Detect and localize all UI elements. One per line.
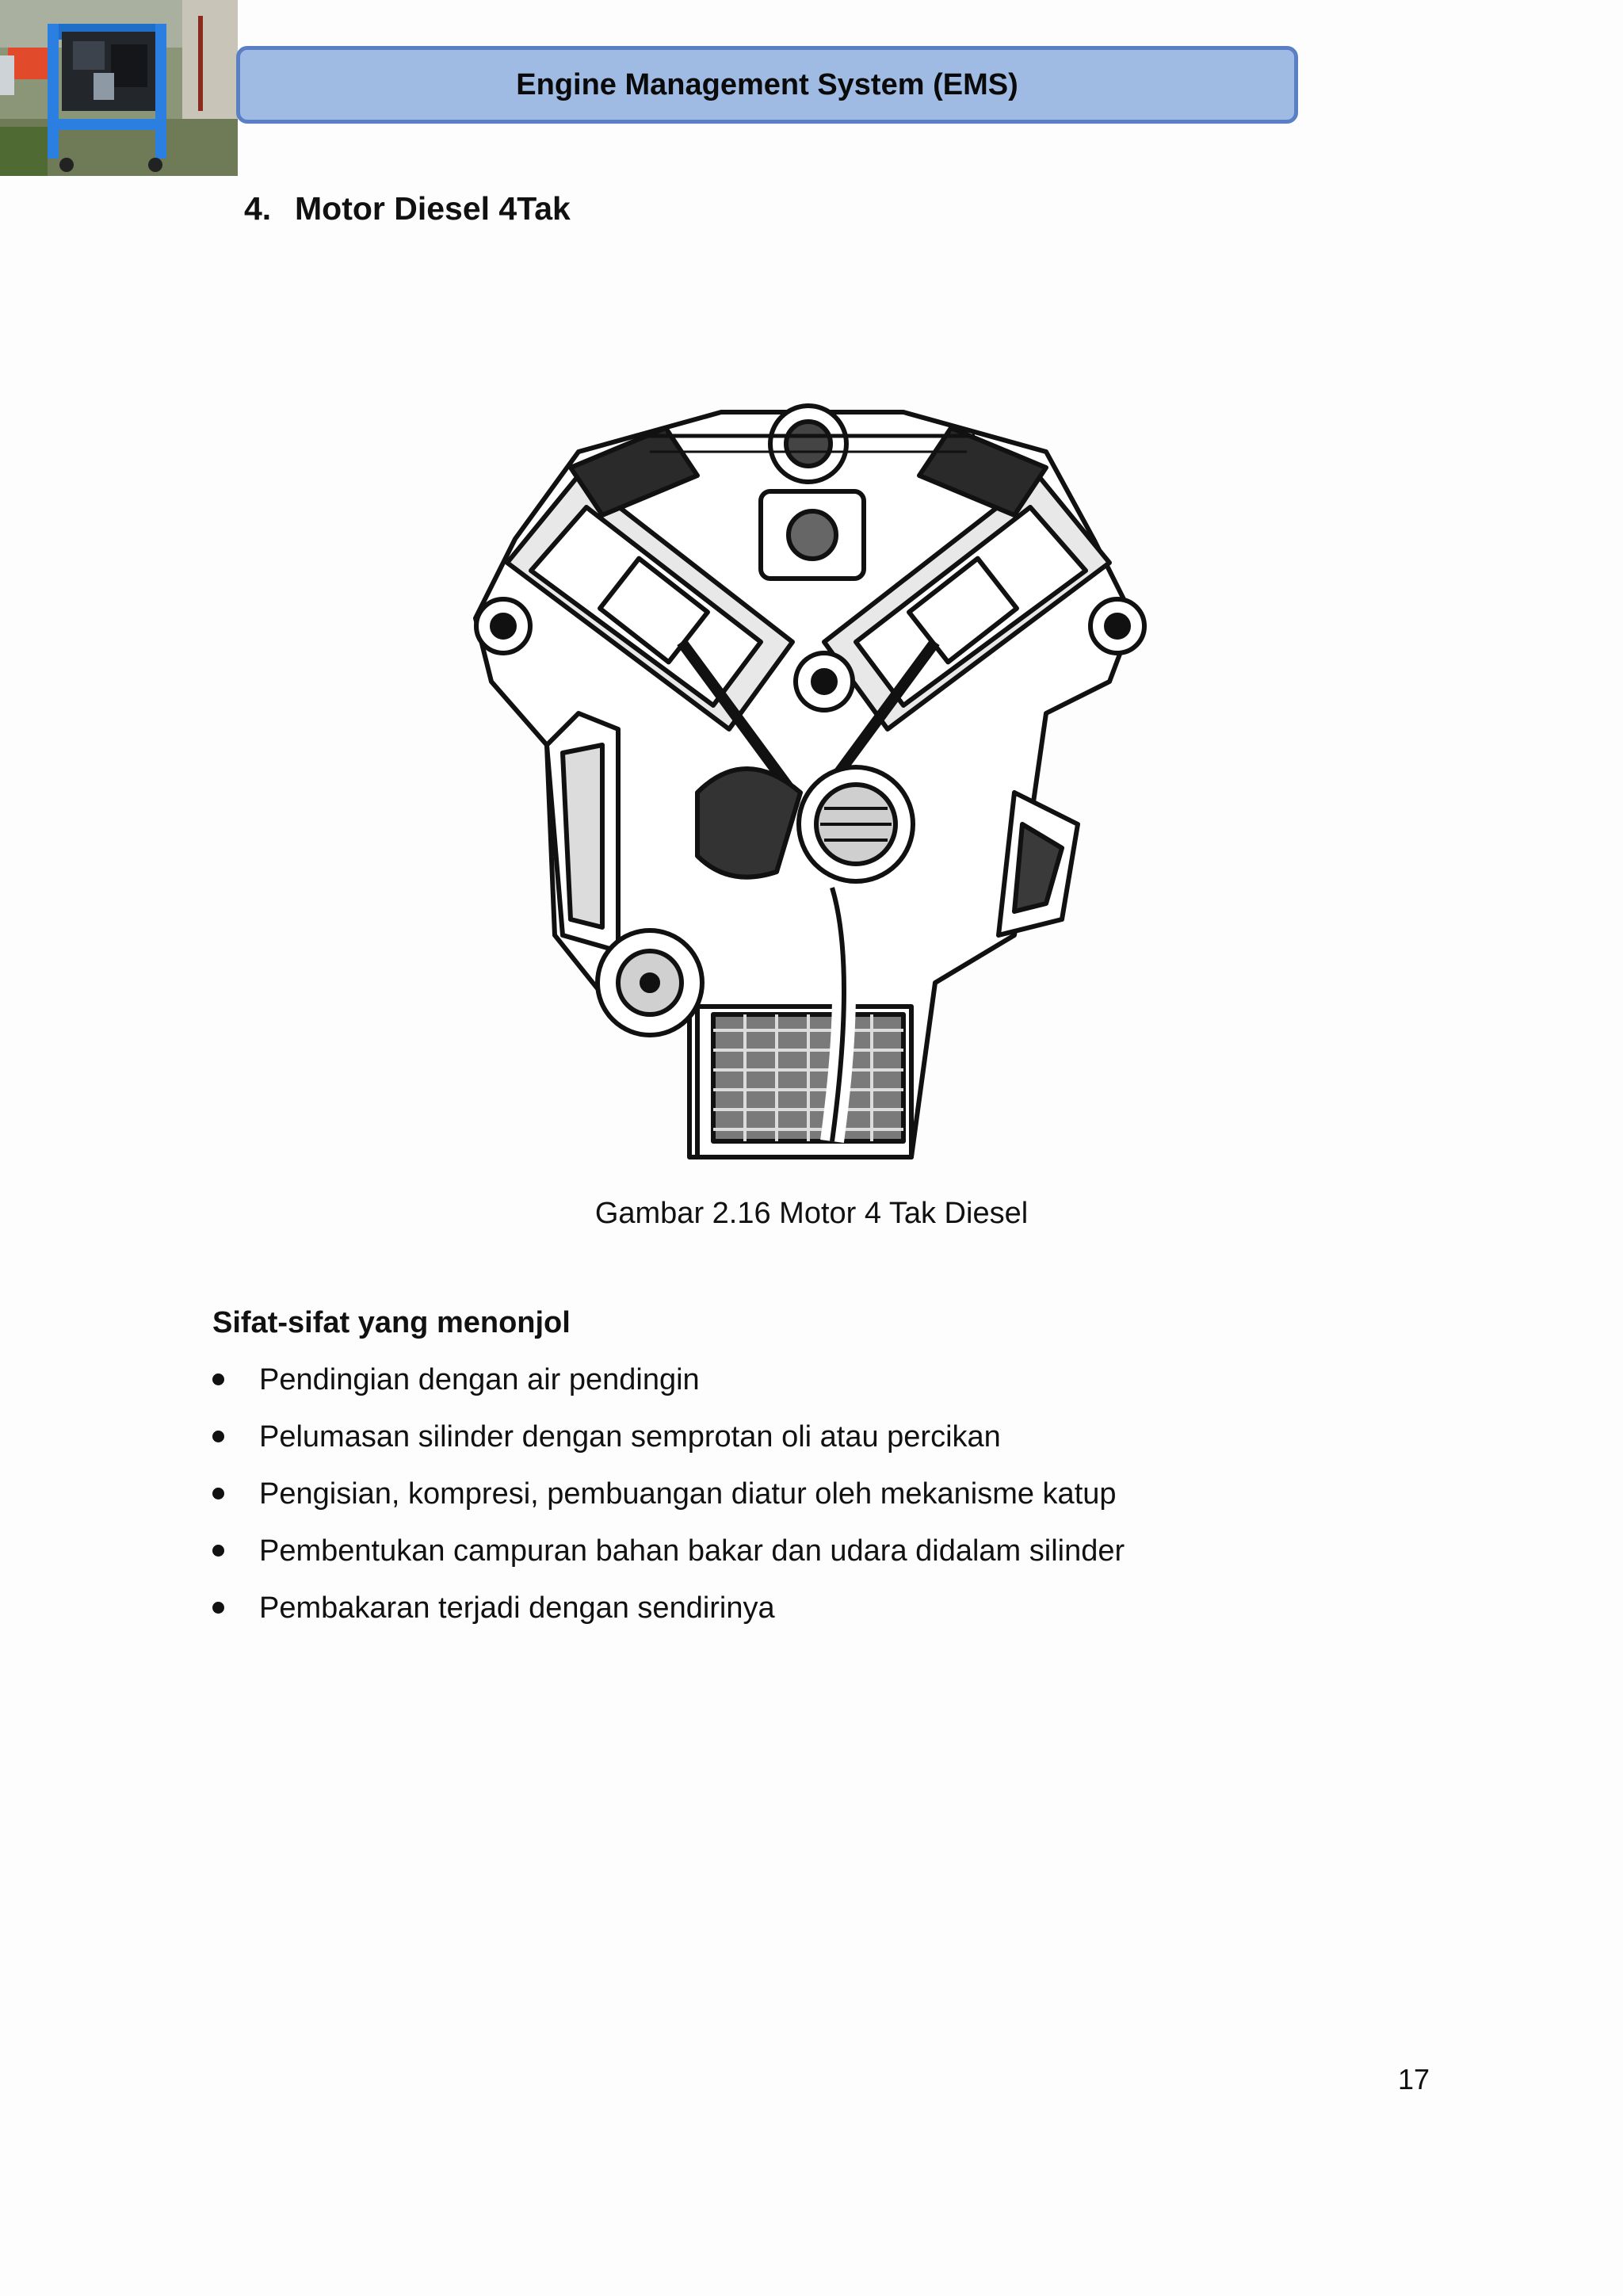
bullet-icon	[212, 1373, 224, 1385]
list-item-text: Pendingian dengan air pendingin	[259, 1363, 700, 1396]
header-banner	[236, 46, 1298, 124]
features-heading: Sifat-sifat yang menonjol	[212, 1306, 571, 1339]
header-title: Engine Management System (EMS)	[516, 67, 1018, 101]
list-item-text: Pelumasan silinder dengan semprotan oli atau percikan	[259, 1420, 1001, 1454]
engine-cross-section-drawing	[460, 380, 1157, 1173]
bullet-icon	[212, 1545, 224, 1557]
list-item	[212, 1362, 1125, 1419]
figure-caption: Gambar 2.16 Motor 4 Tak Diesel	[594, 1197, 1029, 1230]
list-item-text: Pengisian, kompresi, pembuangan diatur oleh mekanisme katup	[259, 1477, 1117, 1511]
list-item	[212, 1476, 1125, 1533]
list-item	[212, 1419, 1125, 1476]
list-item	[212, 1533, 1125, 1590]
list-item	[212, 1590, 1125, 1647]
bullet-icon	[212, 1488, 224, 1499]
list-item-text: Pembentukan campuran bahan bakar dan udara didalam silinder	[259, 1534, 1125, 1568]
engine-trainer-photo-drawing	[0, 0, 238, 176]
diesel-engine-illustration	[460, 380, 1157, 1173]
bullet-icon	[212, 1602, 224, 1614]
section-heading	[244, 190, 571, 227]
features-list	[212, 1362, 1125, 1647]
page-number: 17	[1397, 2063, 1430, 2095]
section-title: Motor Diesel 4Tak	[295, 190, 571, 227]
list-item-text: Pembakaran terjadi dengan sendirinya	[259, 1591, 775, 1625]
bullet-icon	[212, 1431, 224, 1442]
section-number: 4.	[244, 190, 272, 227]
engine-trainer-photo	[0, 0, 238, 176]
